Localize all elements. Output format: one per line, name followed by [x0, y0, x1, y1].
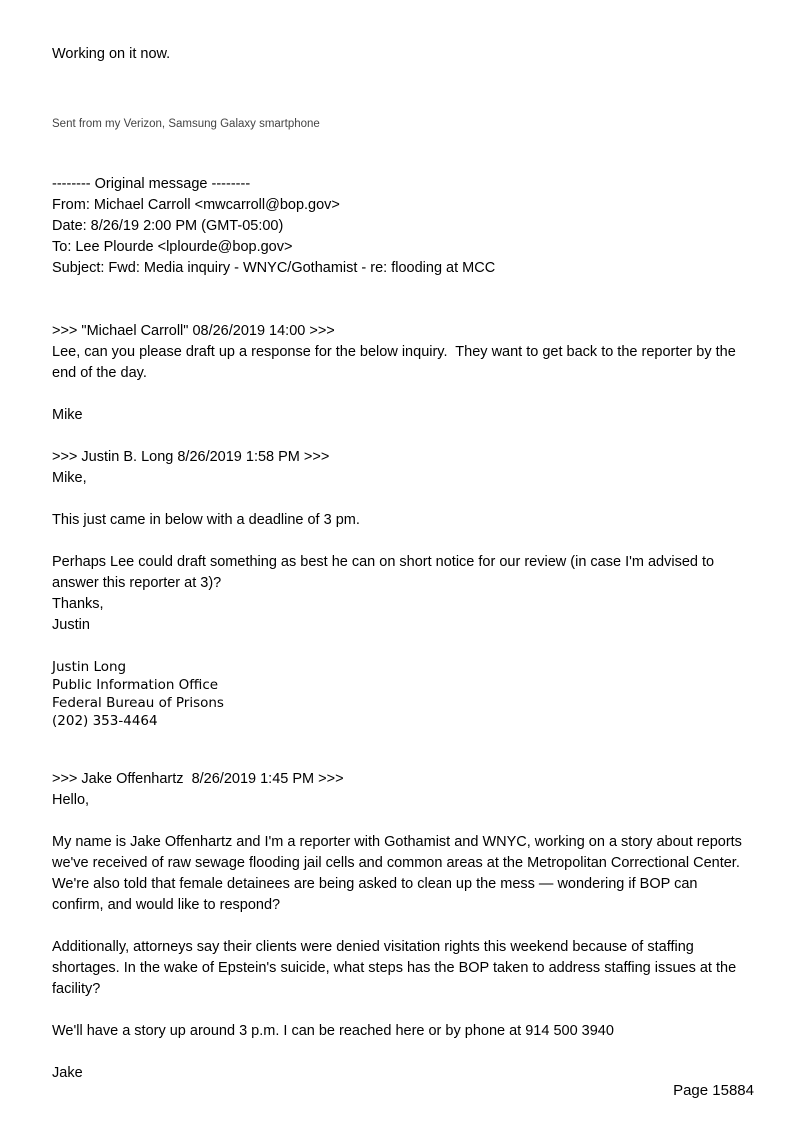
jake-p1: My name is Jake Offenhartz and I'm a reporter with Gothamist and WNYC, working on a story about reports we've received of raw sewage flooding jail cells and common areas at the Metropolitan Correctional Center. We're also told that female detainees are being asked to clean up the mess — wondering if BOP can confirm, and would like to respond?: [52, 834, 746, 913]
long-header: >>> Justin B. Long 8/26/2019 1:58 PM >>>: [52, 449, 330, 465]
jake-sign: Jake: [52, 1065, 83, 1081]
long-p2: Perhaps Lee could draft something as best he can on short notice for our review (in case I'm advised to answer this reporter at 3)?: [52, 554, 719, 591]
carroll-body: Lee, can you please draft up a response for the below inquiry. They want to get back to the reporter by the end of the day.: [52, 344, 740, 381]
reply-text: Working on it now.: [52, 46, 171, 62]
carroll-message: [52, 321, 752, 426]
jake-message: [52, 769, 752, 1084]
to-line: To: Lee Plourde <lplourde@bop.gov>: [52, 239, 293, 255]
mobile-signature: Sent from my Verizon, Samsung Galaxy smartphone: [52, 118, 320, 130]
long-name: Justin: [52, 617, 90, 633]
date-line: Date: 8/26/19 2:00 PM (GMT-05:00): [52, 218, 284, 234]
subject-line: Subject: Fwd: Media inquiry - WNYC/Gothamist - re: flooding at MCC: [52, 260, 496, 276]
long-p1: This just came in below with a deadline of 3 pm.: [52, 512, 360, 528]
email-document: [52, 44, 752, 1084]
long-greeting: Mike,: [52, 470, 87, 486]
sig-phone: (202) 353-4464: [52, 713, 158, 729]
original-message-block: [52, 174, 752, 279]
long-signature-block: [52, 658, 752, 730]
long-thanks: Thanks,: [52, 596, 104, 612]
jake-header: >>> Jake Offenhartz 8/26/2019 1:45 PM >>>: [52, 771, 344, 787]
sig-office: Public Information Office: [52, 677, 219, 693]
long-message: [52, 447, 752, 730]
original-message-header: -------- Original message --------: [52, 176, 251, 192]
page-number: Page 15884: [673, 1082, 754, 1099]
carroll-sign: Mike: [52, 407, 83, 423]
sig-name: Justin Long: [52, 659, 127, 675]
sig-agency: Federal Bureau of Prisons: [52, 695, 224, 711]
jake-p3: We'll have a story up around 3 p.m. I can be reached here or by phone at 914 500 3940: [52, 1023, 614, 1039]
from-line: From: Michael Carroll <mwcarroll@bop.gov>: [52, 197, 340, 213]
jake-greeting: Hello,: [52, 792, 90, 808]
jake-p2: Additionally, attorneys say their clients were denied visitation rights this weekend because of staffing shortages. In the wake of Epstein's suicide, what steps has the BOP taken to address staffing issues at the facility?: [52, 939, 741, 997]
carroll-header: >>> "Michael Carroll" 08/26/2019 14:00 >>>: [52, 323, 335, 339]
